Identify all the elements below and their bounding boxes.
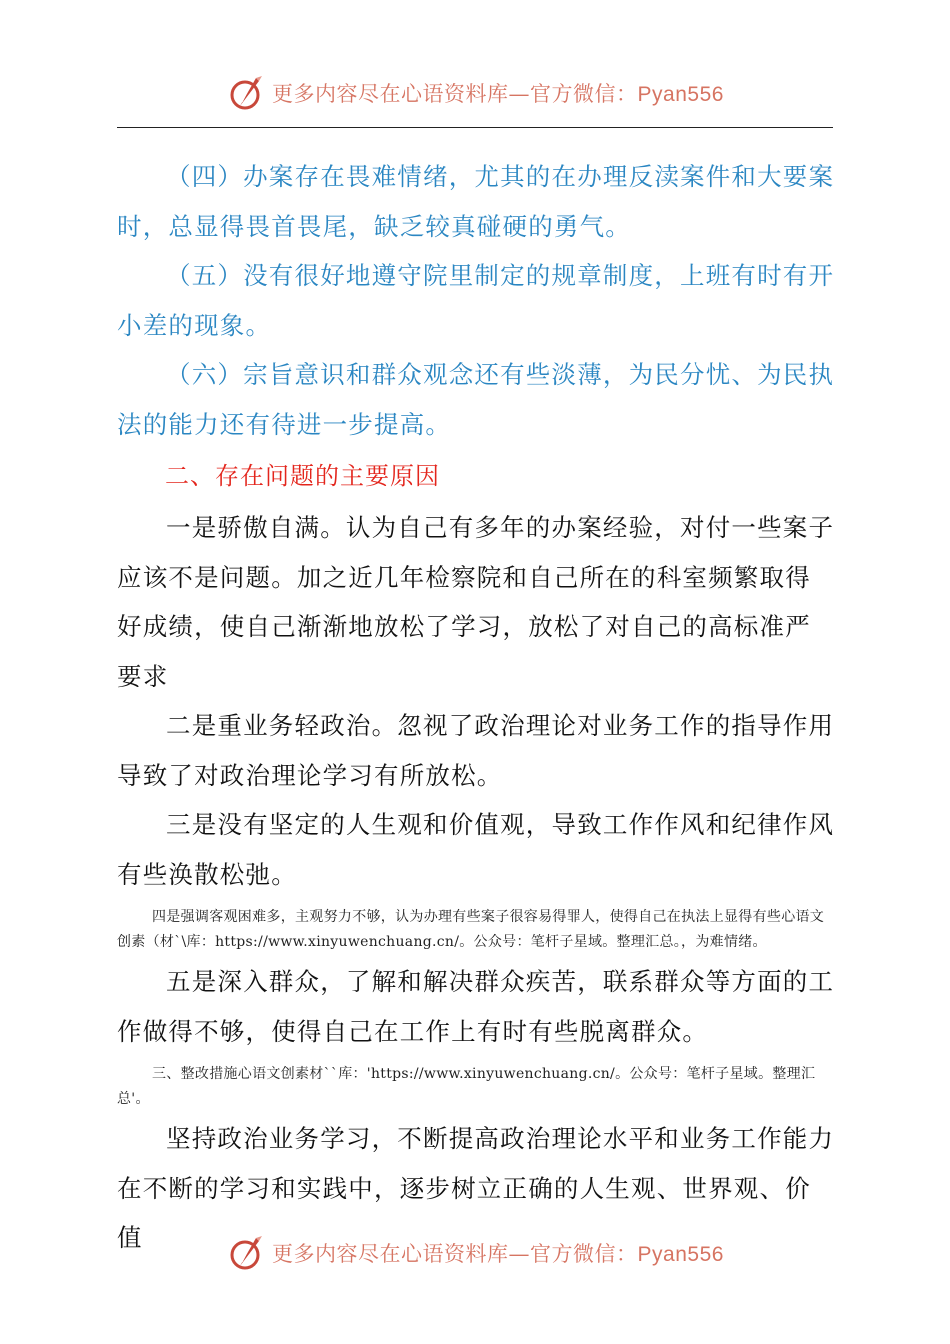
reason-paragraph-4-note: 四是强调客观困难多，主观努力不够，认为办理有些案子很容易得罪人，使得自己在执法上显得有些心语文创素（材`\库：https://www.xinyuwenchuang.cn/。公众号：笔杆子星域。整理汇总。，为难情绪。 bbox=[117, 909, 825, 950]
section-heading: 二、存在问题的主要原因 bbox=[165, 462, 440, 490]
reason-paragraph-5: 五是深入群众，了解和解决群众疾苦，联系群众等方面的工作做得不够，使得自己在工作上有时有些脱离群众。 bbox=[117, 967, 835, 1046]
quill-pen-circle-icon bbox=[226, 72, 268, 114]
banner-wechat-id: Pyan556 bbox=[637, 1243, 724, 1266]
banner-wechat-id: Pyan556 bbox=[637, 83, 724, 106]
banner-text bbox=[272, 78, 724, 108]
banner-main: 更多内容尽在心语资料库 bbox=[272, 1242, 509, 1266]
document-body bbox=[117, 152, 835, 1263]
issue-paragraph-4: （四）办案存在畏难情绪，尤其的在办理反渎案件和大要案时，总显得畏首畏尾，缺乏较真碰硬的勇气。 bbox=[117, 162, 835, 241]
quill-pen-circle-icon bbox=[226, 1232, 268, 1274]
banner-main: 更多内容尽在心语资料库 bbox=[272, 82, 509, 106]
reason-paragraph-2: 二是重业务轻政治。忽视了政治理论对业务工作的指导作用导致了对政治理论学习有所放松。 bbox=[117, 711, 835, 790]
banner-official: 官方微信： bbox=[530, 82, 638, 106]
issue-paragraph-6: （六）宗旨意识和群众观念还有些淡薄，为民分忧、为民执法的能力还有待进一步提高。 bbox=[117, 360, 835, 439]
reason-paragraph-3: 三是没有坚定的人生观和价值观，导致工作作风和纪律作风有些涣散松弛。 bbox=[117, 810, 835, 889]
measures-heading-note: 三、整改措施心语文创素材``库：'https://www.xinyuwenchuang.cn/。公众号：笔杆子星域。整理汇总'。 bbox=[117, 1066, 816, 1107]
footer-banner bbox=[0, 1228, 950, 1278]
banner-dash: — bbox=[508, 1242, 531, 1266]
banner-text bbox=[272, 1238, 724, 1268]
issue-paragraph-5: （五）没有很好地遵守院里制定的规章制度，上班有时有开小差的现象。 bbox=[117, 261, 835, 340]
reason-paragraph-1: 一是骄傲自满。认为自己有多年的办案经验，对付一些案子应该不是问题。加之近几年检察院和自己所在的科室频繁取得好成绩，使自己渐渐地放松了学习，放松了对自己的高标准严要求 bbox=[117, 513, 835, 691]
header-divider bbox=[117, 127, 833, 128]
header-banner bbox=[0, 68, 950, 118]
banner-dash: — bbox=[508, 82, 531, 106]
measures-paragraph-1: 坚持政治业务学习，不断提高政治理论水平和业务工作能力在不断的学习和实践中，逐步树立正确的人生观、世界观、价值 bbox=[117, 1124, 835, 1252]
banner-official: 官方微信： bbox=[530, 1242, 638, 1266]
